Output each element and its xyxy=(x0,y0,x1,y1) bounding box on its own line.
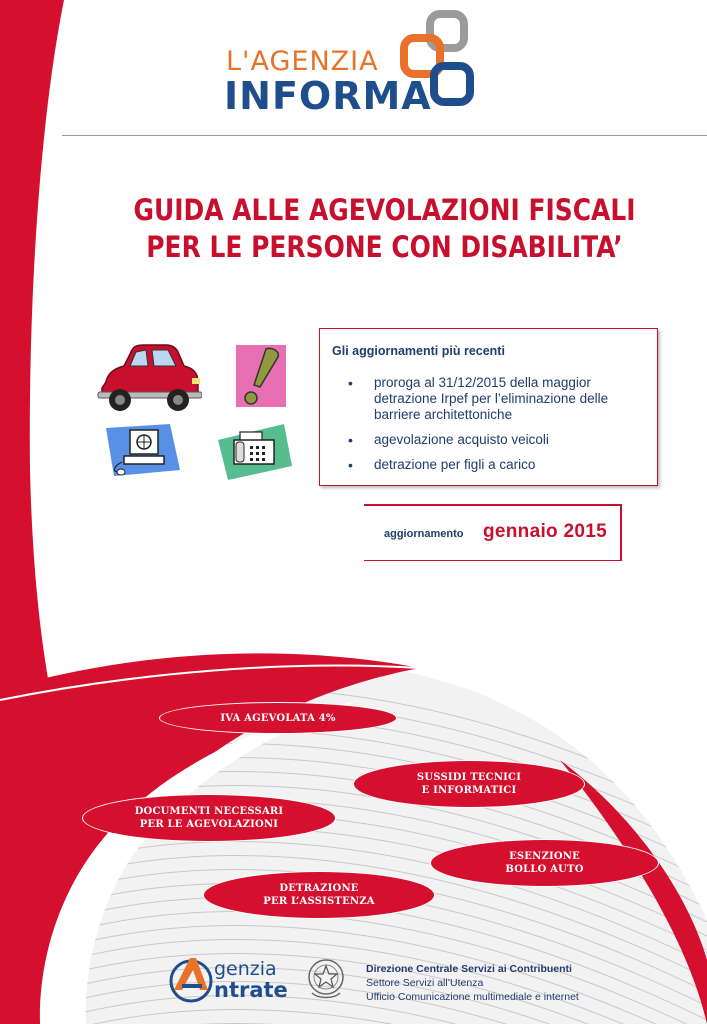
update-date-label: aggiornamento xyxy=(384,528,464,540)
footer-logo-word-1: genzia xyxy=(214,958,277,980)
updates-title: Gli aggiornamenti più recenti xyxy=(332,344,505,358)
footer-logo-word-2: ntrate xyxy=(214,978,288,1002)
fax-clipart xyxy=(214,420,294,482)
computer-clipart xyxy=(100,422,182,478)
agenzia-entrate-logo-icon xyxy=(166,954,216,1004)
logo-line-2: INFORMA xyxy=(224,74,432,118)
exclamation-clipart xyxy=(236,345,286,411)
footer-dept-line: Settore Servizi all’Utenza xyxy=(366,977,484,989)
topic-detrazione-assistenza[interactable]: DETRAZIONE PER L’ASSISTENZA xyxy=(204,872,434,918)
list-item: • agevolazione acquisto veicoli xyxy=(346,432,646,448)
update-date-box xyxy=(364,504,622,561)
header-divider xyxy=(62,135,707,136)
topic-sussidi-tecnici[interactable]: SUSSIDI TECNICI E INFORMATICI xyxy=(354,761,584,807)
list-item: • proroga al 31/12/2015 della maggior detrazione Irpef per l’eliminazione delle barriere architettoniche xyxy=(346,375,646,423)
logo-line-1: L'AGENZIA xyxy=(226,46,379,77)
footer-department xyxy=(366,962,579,1004)
updates-box xyxy=(319,328,658,486)
title-line-1: GUIDA ALLE AGEVOLAZIONI FISCALI xyxy=(133,193,636,227)
emblem-icon xyxy=(306,955,346,1001)
title-line-2: PER LE PERSONE CON DISABILITA’ xyxy=(146,230,623,264)
page-title xyxy=(107,192,662,266)
list-item: • detrazione per figli a carico xyxy=(346,457,646,473)
car-clipart xyxy=(96,342,202,416)
update-date-value: gennaio 2015 xyxy=(483,521,607,542)
footer-dept-line: Direzione Centrale Servizi ai Contribuenti xyxy=(366,963,572,975)
logo-rings-icon xyxy=(400,10,482,110)
topic-documenti-necessari[interactable]: DOCUMENTI NECESSARI PER LE AGEVOLAZIONI xyxy=(83,795,335,841)
footer-dept-line: Ufficio Comunicazione multimediale e internet xyxy=(366,991,579,1003)
topic-iva-agevolata[interactable]: IVA AGEVOLATA 4% xyxy=(160,703,396,733)
topic-esenzione-bollo[interactable]: ESENZIONE BOLLO AUTO xyxy=(431,840,658,886)
updates-list xyxy=(346,375,646,482)
